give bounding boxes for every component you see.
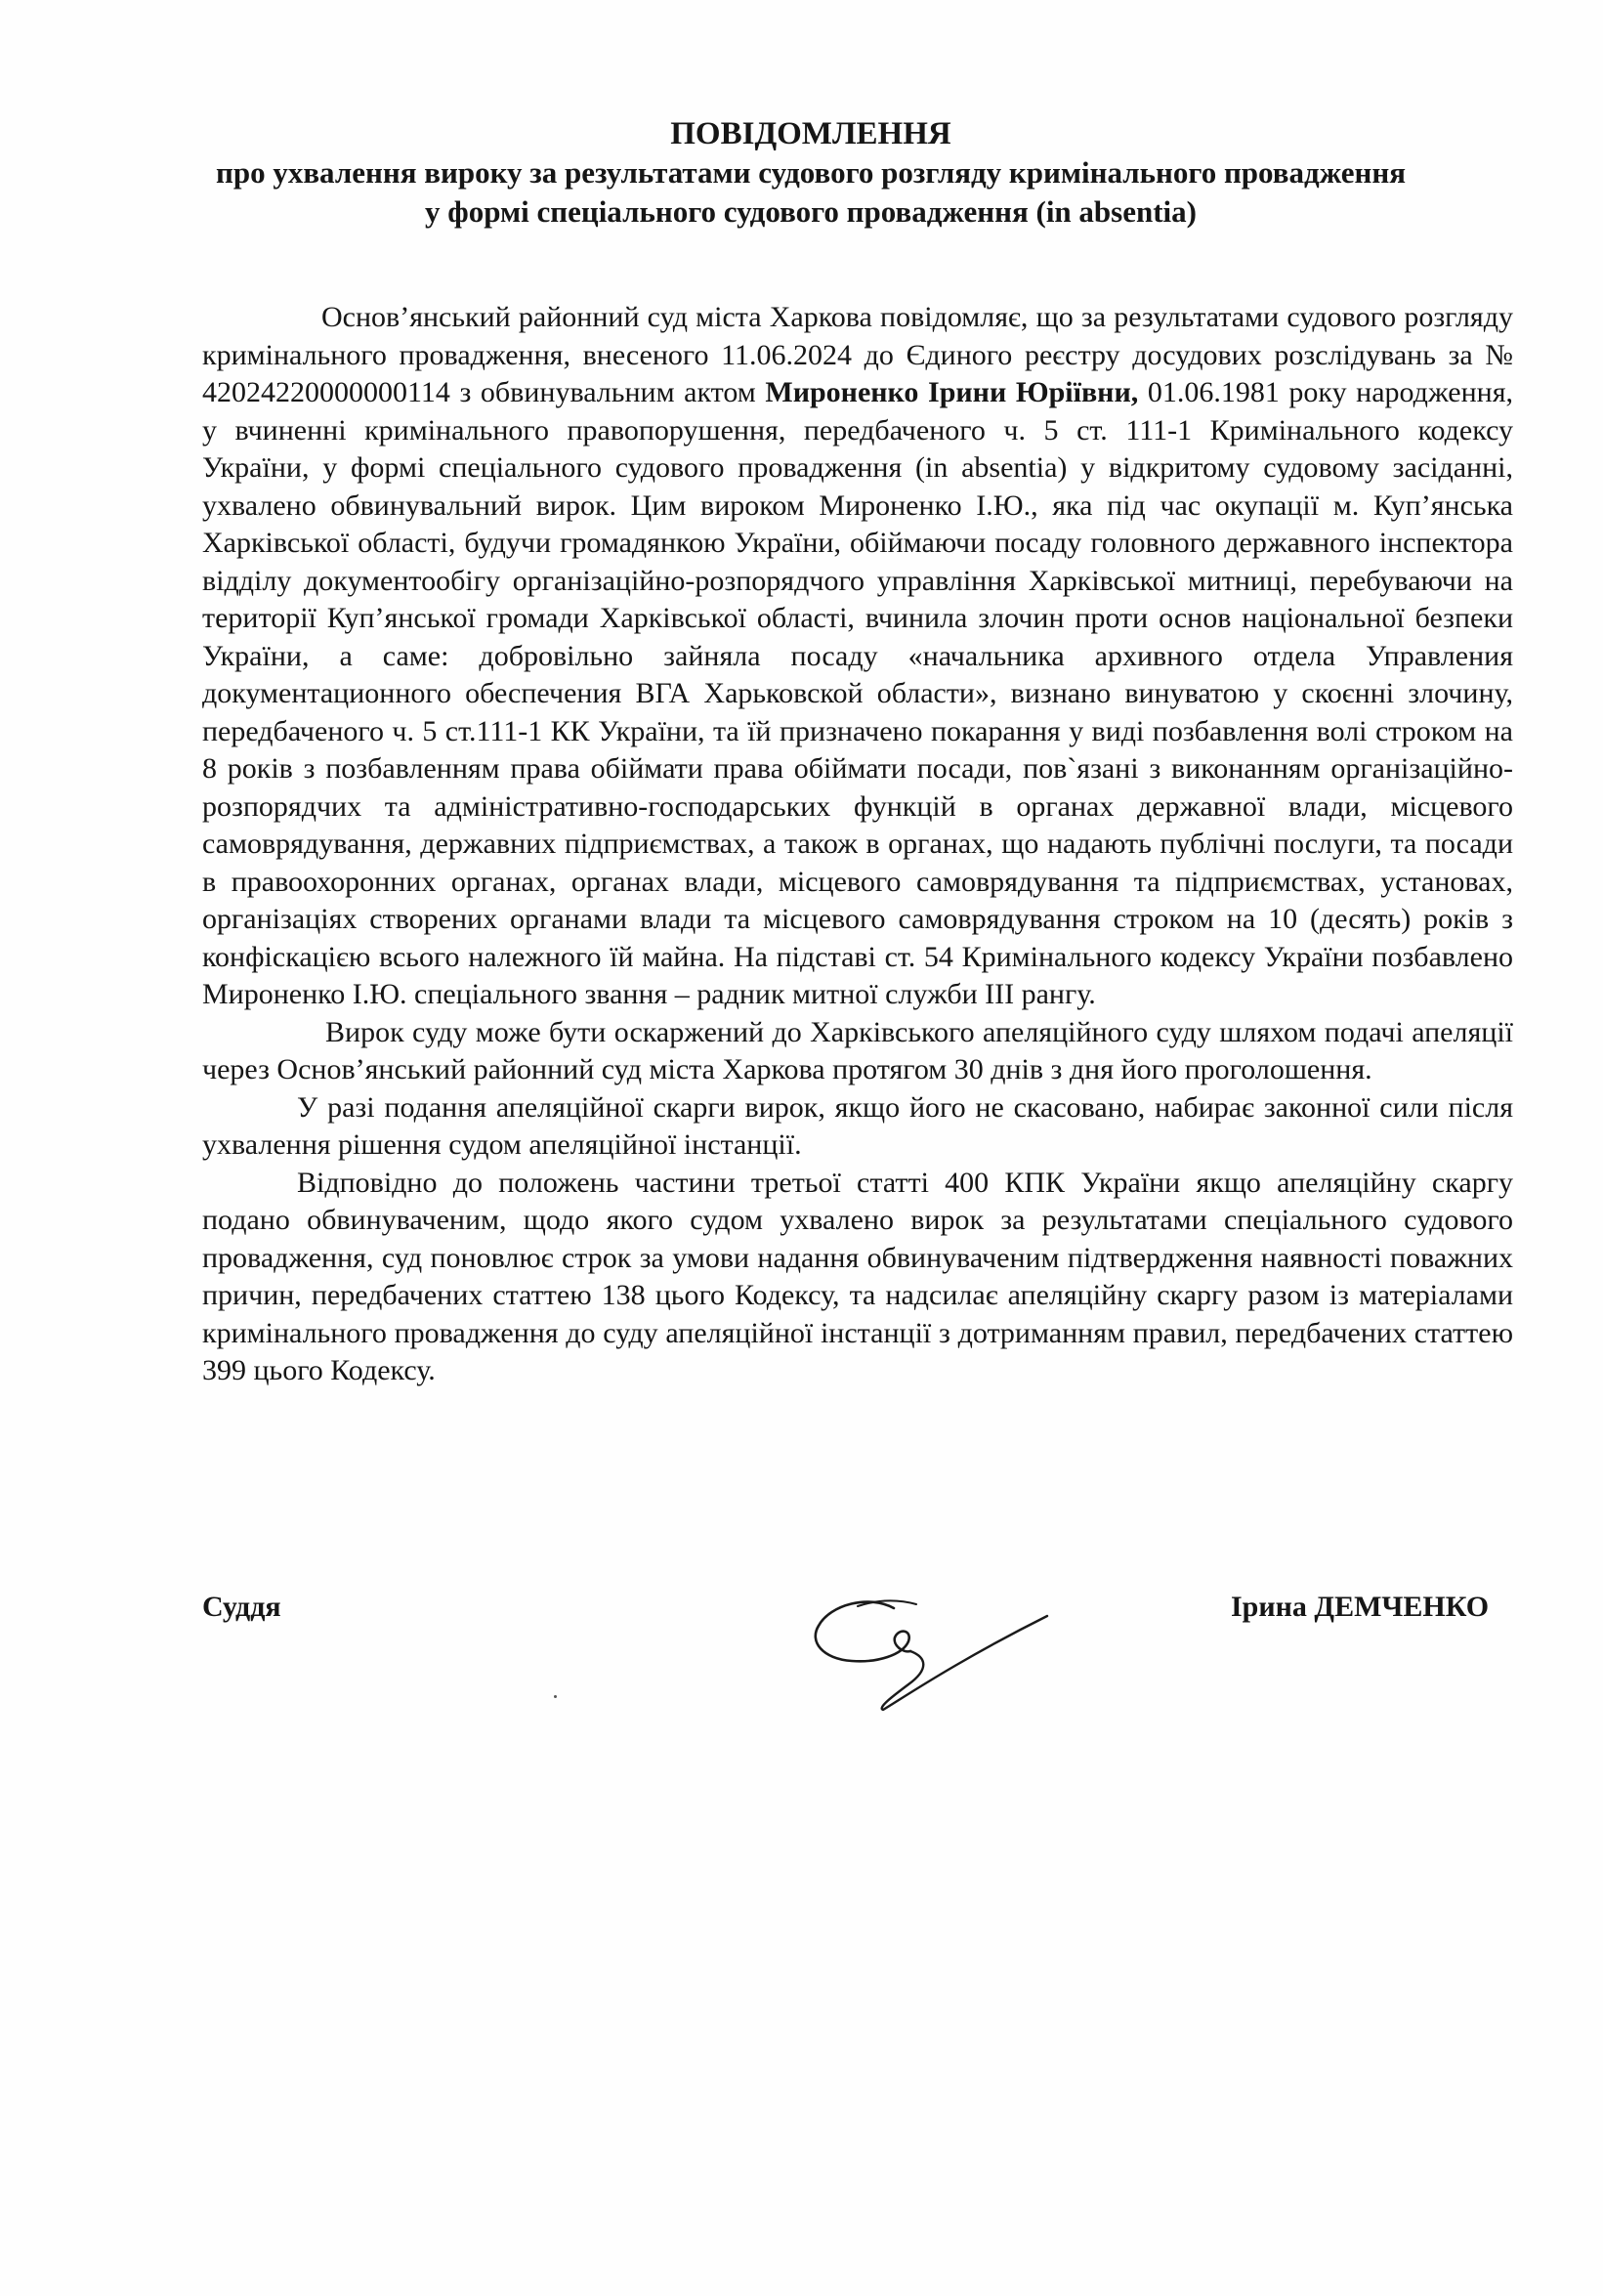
signature-stroke-loop <box>816 1602 910 1662</box>
signature-stroke-tail <box>882 1616 1047 1710</box>
document-body <box>202 299 1513 1390</box>
paragraph-entry-into-force: У разі подання апеляційної скарги вирок, якщо його не скасовано, набирає законної сили після ухвалення рішення судом апеляційної інстанції. <box>202 1090 1513 1161</box>
document-subtitle-line2: у формі спеціального судового провадження (in absentia) <box>425 194 1197 229</box>
document-subtitle-line1: про ухвалення вироку за результатами судового розгляду кримінального провадження <box>215 155 1407 190</box>
handwritten-signature <box>801 1583 1055 1720</box>
paragraph-procedure: Відповідно до положень частини третьої статті 400 КПК України якщо апеляційну скаргу подано обвинуваченим, щодо якого судом ухвалено вирок за результатами спеціального судового провадження, суд поновлює строк за умови надання обвинуваченим підтвердження наявності поважних причин, передбачених статтею 138 цього Кодексу, та надсилає апеляційну скаргу разом із матеріалами кримінального провадження до суду апеляційної інстанції з дотриманням правил, передбачених статтею 399 цього Кодексу. <box>202 1166 1513 1386</box>
document-title: ПОВІДОМЛЕННЯ <box>670 116 951 151</box>
paragraph-verdict-part1: Основ’янський районний суд міста Харкова повідомляє, що за результатами судового розгляду кримінального провадження, внесеного 11.06.2024 до Єдиного реєстру досудових розслідувань за № 42024220000000114 з обвинувальним актом <box>202 301 1513 408</box>
paragraph-verdict <box>202 299 1513 1014</box>
paragraph-appeal: Вирок суду може бути оскаржений до Харківського апеляційного суду шляхом подачі апеляції через Основ’янський районний суд міста Харкова протягом 30 днів з дня його проголошення. <box>202 1015 1513 1085</box>
judge-role-label: Суддя <box>202 1591 281 1623</box>
scan-speck <box>554 1695 557 1698</box>
judge-name: Ірина ДЕМЧЕНКО <box>1231 1591 1490 1623</box>
accused-name: Мироненко Ірини Юріївни, <box>765 376 1139 408</box>
paragraph-verdict-part2: 01.06.1981 року народження, у вчиненні кримінального правопорушення, передбаченого ч. 5 ст. 111-1 Кримінального кодексу України, у формі спеціального судового провадження (in absentia) у відкритому судовому засіданні, ухвалено обвинувальний вирок. Цим вироком Мироненко І.Ю., яка під час окупації м. Куп’янська Харківської області, будучи громадянкою України, обіймаючи посаду головного державного інспектора відділу документообігу організаційно-розпорядчого управління Харківської митниці, перебуваючи на території Куп’янської громади Харківської області, вчинила злочин проти основ національної безпеки України, а саме: добровільно зайняла посаду «начальника архивного отдела Управления документационного обеспечения ВГА Харьковской области», визнано винуватою у скоєнні злочину, передбаченого ч. 5 ст.111-1 КК України, та їй призначено покарання у виді позбавлення волі строком на 8 років з позбавленням права обіймати права обіймати посади, пов`язані з виконанням організаційно-розпорядчих та адміністративно-господарських функцій в органах державної влади, місцевого самоврядування, державних підприємствах, а також в органах, що надають публічні послуги, та посади в правоохоронних органах, органах влади, місцевого самоврядування та підприємствах, установах, організаціях створених органами влади та місцевого самоврядування строком на 10 (десять) років з конфіскацією всього належного їй майна. На підставі ст. 54 Кримінального кодексу України позбавлено Мироненко І.Ю. спеціального звання – радник митної служби ІІІ рангу. <box>202 376 1514 1010</box>
